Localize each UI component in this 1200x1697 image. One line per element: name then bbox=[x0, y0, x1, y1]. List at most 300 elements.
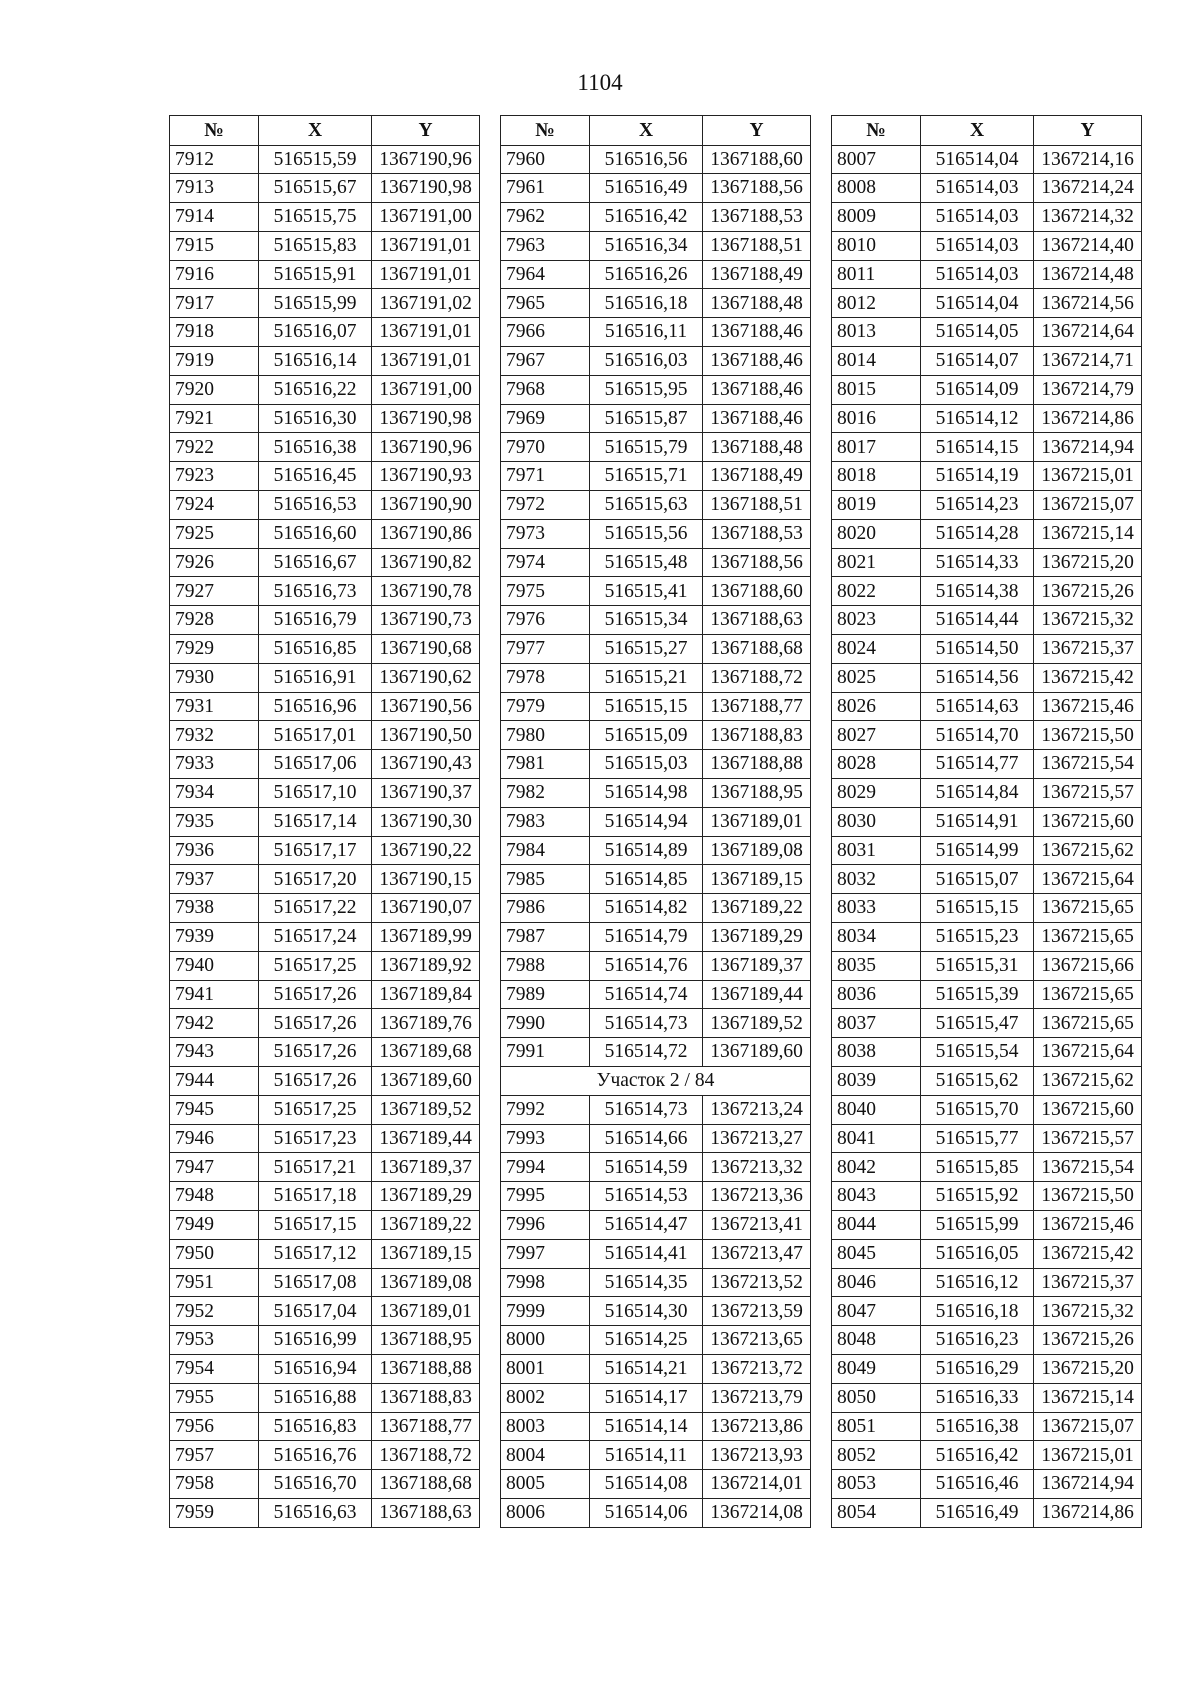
point-number-cell: 8027 bbox=[832, 721, 921, 750]
x-coordinate-cell: 516514,79 bbox=[590, 923, 703, 952]
table-row bbox=[501, 1009, 811, 1038]
point-number-cell: 7983 bbox=[501, 807, 590, 836]
header-x: X bbox=[921, 116, 1034, 146]
table-row bbox=[501, 1441, 811, 1470]
point-number-cell: 7941 bbox=[170, 980, 259, 1009]
table-row bbox=[170, 375, 480, 404]
x-coordinate-cell: 516514,98 bbox=[590, 779, 703, 808]
table-row bbox=[170, 1297, 480, 1326]
x-coordinate-cell: 516516,38 bbox=[259, 433, 372, 462]
y-coordinate-cell: 1367190,68 bbox=[372, 635, 480, 664]
x-coordinate-cell: 516514,76 bbox=[590, 951, 703, 980]
x-coordinate-cell: 516515,56 bbox=[590, 519, 703, 548]
point-number-cell: 8031 bbox=[832, 836, 921, 865]
y-coordinate-cell: 1367214,64 bbox=[1034, 318, 1142, 347]
header-number: № bbox=[501, 116, 590, 146]
x-coordinate-cell: 516514,23 bbox=[921, 491, 1034, 520]
table-row bbox=[170, 1326, 480, 1355]
y-coordinate-cell: 1367214,94 bbox=[1034, 433, 1142, 462]
table-row bbox=[170, 779, 480, 808]
y-coordinate-cell: 1367213,32 bbox=[703, 1153, 811, 1182]
table-row bbox=[832, 1038, 1142, 1067]
table-row bbox=[832, 894, 1142, 923]
coordinate-table bbox=[169, 115, 480, 1528]
y-coordinate-cell: 1367215,07 bbox=[1034, 491, 1142, 520]
point-number-cell: 8051 bbox=[832, 1412, 921, 1441]
table-row bbox=[832, 260, 1142, 289]
table-row bbox=[832, 1354, 1142, 1383]
x-coordinate-cell: 516514,53 bbox=[590, 1182, 703, 1211]
table-row bbox=[170, 663, 480, 692]
point-number-cell: 7990 bbox=[501, 1009, 590, 1038]
point-number-cell: 7924 bbox=[170, 491, 259, 520]
y-coordinate-cell: 1367189,37 bbox=[372, 1153, 480, 1182]
x-coordinate-cell: 516516,18 bbox=[921, 1297, 1034, 1326]
x-coordinate-cell: 516517,18 bbox=[259, 1182, 372, 1211]
table-row bbox=[832, 692, 1142, 721]
x-coordinate-cell: 516514,14 bbox=[590, 1412, 703, 1441]
x-coordinate-cell: 516515,21 bbox=[590, 663, 703, 692]
point-number-cell: 8048 bbox=[832, 1326, 921, 1355]
x-coordinate-cell: 516517,24 bbox=[259, 923, 372, 952]
table-row bbox=[170, 750, 480, 779]
table-row bbox=[501, 721, 811, 750]
x-coordinate-cell: 516516,45 bbox=[259, 462, 372, 491]
y-coordinate-cell: 1367215,65 bbox=[1034, 1009, 1142, 1038]
y-coordinate-cell: 1367214,24 bbox=[1034, 174, 1142, 203]
point-number-cell: 7917 bbox=[170, 289, 259, 318]
y-coordinate-cell: 1367188,95 bbox=[703, 779, 811, 808]
header-y: Y bbox=[1034, 116, 1142, 146]
table-row bbox=[832, 1412, 1142, 1441]
x-coordinate-cell: 516517,23 bbox=[259, 1124, 372, 1153]
table-row bbox=[501, 1239, 811, 1268]
table-row bbox=[832, 577, 1142, 606]
x-coordinate-cell: 516516,96 bbox=[259, 692, 372, 721]
point-number-cell: 8005 bbox=[501, 1470, 590, 1499]
x-coordinate-cell: 516514,11 bbox=[590, 1441, 703, 1470]
point-number-cell: 7964 bbox=[501, 260, 590, 289]
point-number-cell: 7950 bbox=[170, 1239, 259, 1268]
point-number-cell: 8043 bbox=[832, 1182, 921, 1211]
table-row bbox=[501, 433, 811, 462]
table-row bbox=[832, 1383, 1142, 1412]
point-number-cell: 8041 bbox=[832, 1124, 921, 1153]
table-row bbox=[501, 1210, 811, 1239]
table-row bbox=[170, 1182, 480, 1211]
table-row bbox=[501, 980, 811, 1009]
point-number-cell: 7962 bbox=[501, 203, 590, 232]
y-coordinate-cell: 1367214,08 bbox=[703, 1498, 811, 1527]
y-coordinate-cell: 1367213,47 bbox=[703, 1239, 811, 1268]
x-coordinate-cell: 516514,04 bbox=[921, 145, 1034, 174]
point-number-cell: 8029 bbox=[832, 779, 921, 808]
y-coordinate-cell: 1367215,32 bbox=[1034, 606, 1142, 635]
point-number-cell: 7984 bbox=[501, 836, 590, 865]
y-coordinate-cell: 1367213,93 bbox=[703, 1441, 811, 1470]
y-coordinate-cell: 1367190,07 bbox=[372, 894, 480, 923]
y-coordinate-cell: 1367190,82 bbox=[372, 548, 480, 577]
x-coordinate-cell: 516514,70 bbox=[921, 721, 1034, 750]
table-row bbox=[832, 663, 1142, 692]
y-coordinate-cell: 1367215,54 bbox=[1034, 750, 1142, 779]
table-row bbox=[501, 923, 811, 952]
x-coordinate-cell: 516514,91 bbox=[921, 807, 1034, 836]
point-number-cell: 7988 bbox=[501, 951, 590, 980]
y-coordinate-cell: 1367214,86 bbox=[1034, 1498, 1142, 1527]
point-number-cell: 8036 bbox=[832, 980, 921, 1009]
point-number-cell: 7951 bbox=[170, 1268, 259, 1297]
table-row bbox=[170, 462, 480, 491]
x-coordinate-cell: 516516,73 bbox=[259, 577, 372, 606]
x-coordinate-cell: 516514,09 bbox=[921, 375, 1034, 404]
y-coordinate-cell: 1367215,64 bbox=[1034, 1038, 1142, 1067]
point-number-cell: 8016 bbox=[832, 404, 921, 433]
table-row bbox=[501, 462, 811, 491]
y-coordinate-cell: 1367190,22 bbox=[372, 836, 480, 865]
y-coordinate-cell: 1367215,42 bbox=[1034, 1239, 1142, 1268]
point-number-cell: 8024 bbox=[832, 635, 921, 664]
point-number-cell: 7975 bbox=[501, 577, 590, 606]
y-coordinate-cell: 1367214,40 bbox=[1034, 231, 1142, 260]
x-coordinate-cell: 516514,59 bbox=[590, 1153, 703, 1182]
table-row bbox=[170, 980, 480, 1009]
table-row bbox=[832, 923, 1142, 952]
x-coordinate-cell: 516514,44 bbox=[921, 606, 1034, 635]
point-number-cell: 7942 bbox=[170, 1009, 259, 1038]
x-coordinate-cell: 516514,85 bbox=[590, 865, 703, 894]
table-row bbox=[832, 491, 1142, 520]
x-coordinate-cell: 516517,25 bbox=[259, 1095, 372, 1124]
y-coordinate-cell: 1367189,15 bbox=[372, 1239, 480, 1268]
x-coordinate-cell: 516514,17 bbox=[590, 1383, 703, 1412]
y-coordinate-cell: 1367188,51 bbox=[703, 491, 811, 520]
x-coordinate-cell: 516515,91 bbox=[259, 260, 372, 289]
y-coordinate-cell: 1367188,51 bbox=[703, 231, 811, 260]
y-coordinate-cell: 1367213,72 bbox=[703, 1354, 811, 1383]
x-coordinate-cell: 516517,26 bbox=[259, 1067, 372, 1096]
point-number-cell: 7971 bbox=[501, 462, 590, 491]
table-row bbox=[832, 750, 1142, 779]
x-coordinate-cell: 516514,21 bbox=[590, 1354, 703, 1383]
table-row bbox=[501, 951, 811, 980]
point-number-cell: 8039 bbox=[832, 1067, 921, 1096]
x-coordinate-cell: 516516,67 bbox=[259, 548, 372, 577]
point-number-cell: 7919 bbox=[170, 347, 259, 376]
x-coordinate-cell: 516517,08 bbox=[259, 1268, 372, 1297]
y-coordinate-cell: 1367189,60 bbox=[703, 1038, 811, 1067]
table-row bbox=[170, 260, 480, 289]
x-coordinate-cell: 516515,41 bbox=[590, 577, 703, 606]
y-coordinate-cell: 1367190,37 bbox=[372, 779, 480, 808]
x-coordinate-cell: 516516,33 bbox=[921, 1383, 1034, 1412]
y-coordinate-cell: 1367188,46 bbox=[703, 404, 811, 433]
x-coordinate-cell: 516515,47 bbox=[921, 1009, 1034, 1038]
point-number-cell: 8050 bbox=[832, 1383, 921, 1412]
table-row bbox=[170, 606, 480, 635]
y-coordinate-cell: 1367215,60 bbox=[1034, 807, 1142, 836]
section-row bbox=[501, 1067, 811, 1096]
x-coordinate-cell: 516515,99 bbox=[921, 1210, 1034, 1239]
table-row bbox=[501, 1153, 811, 1182]
table-row bbox=[832, 289, 1142, 318]
x-coordinate-cell: 516515,62 bbox=[921, 1067, 1034, 1096]
table-row bbox=[170, 721, 480, 750]
point-number-cell: 8040 bbox=[832, 1095, 921, 1124]
table-row bbox=[170, 951, 480, 980]
x-coordinate-cell: 516515,48 bbox=[590, 548, 703, 577]
point-number-cell: 7955 bbox=[170, 1383, 259, 1412]
table-row bbox=[170, 923, 480, 952]
y-coordinate-cell: 1367190,50 bbox=[372, 721, 480, 750]
x-coordinate-cell: 516514,38 bbox=[921, 577, 1034, 606]
table-row bbox=[832, 1268, 1142, 1297]
table-row bbox=[832, 951, 1142, 980]
x-coordinate-cell: 516515,92 bbox=[921, 1182, 1034, 1211]
x-coordinate-cell: 516517,06 bbox=[259, 750, 372, 779]
point-number-cell: 8006 bbox=[501, 1498, 590, 1527]
point-number-cell: 8010 bbox=[832, 231, 921, 260]
y-coordinate-cell: 1367188,77 bbox=[703, 692, 811, 721]
x-coordinate-cell: 516515,87 bbox=[590, 404, 703, 433]
table-row bbox=[170, 491, 480, 520]
y-coordinate-cell: 1367191,00 bbox=[372, 203, 480, 232]
table-row bbox=[170, 203, 480, 232]
table-row bbox=[170, 145, 480, 174]
x-coordinate-cell: 516514,74 bbox=[590, 980, 703, 1009]
point-number-cell: 7991 bbox=[501, 1038, 590, 1067]
table-row bbox=[501, 1412, 811, 1441]
point-number-cell: 7916 bbox=[170, 260, 259, 289]
point-number-cell: 7989 bbox=[501, 980, 590, 1009]
table-row bbox=[832, 1182, 1142, 1211]
y-coordinate-cell: 1367189,99 bbox=[372, 923, 480, 952]
point-number-cell: 7943 bbox=[170, 1038, 259, 1067]
table-row bbox=[501, 174, 811, 203]
table-row bbox=[832, 606, 1142, 635]
point-number-cell: 8017 bbox=[832, 433, 921, 462]
x-coordinate-cell: 516514,35 bbox=[590, 1268, 703, 1297]
header-number: № bbox=[832, 116, 921, 146]
table-row bbox=[832, 145, 1142, 174]
point-number-cell: 8026 bbox=[832, 692, 921, 721]
x-coordinate-cell: 516517,22 bbox=[259, 894, 372, 923]
point-number-cell: 7944 bbox=[170, 1067, 259, 1096]
x-coordinate-cell: 516516,99 bbox=[259, 1326, 372, 1355]
table-row bbox=[170, 1153, 480, 1182]
x-coordinate-cell: 516514,06 bbox=[590, 1498, 703, 1527]
point-number-cell: 8034 bbox=[832, 923, 921, 952]
table-row bbox=[170, 1268, 480, 1297]
x-coordinate-cell: 516515,07 bbox=[921, 865, 1034, 894]
y-coordinate-cell: 1367188,88 bbox=[372, 1354, 480, 1383]
point-number-cell: 7959 bbox=[170, 1498, 259, 1527]
table-row bbox=[501, 491, 811, 520]
y-coordinate-cell: 1367215,65 bbox=[1034, 980, 1142, 1009]
x-coordinate-cell: 516516,05 bbox=[921, 1239, 1034, 1268]
point-number-cell: 7929 bbox=[170, 635, 259, 664]
point-number-cell: 7936 bbox=[170, 836, 259, 865]
point-number-cell: 7965 bbox=[501, 289, 590, 318]
point-number-cell: 7931 bbox=[170, 692, 259, 721]
x-coordinate-cell: 516514,84 bbox=[921, 779, 1034, 808]
x-coordinate-cell: 516514,15 bbox=[921, 433, 1034, 462]
table-row bbox=[170, 635, 480, 664]
table-row bbox=[832, 721, 1142, 750]
y-coordinate-cell: 1367190,86 bbox=[372, 519, 480, 548]
y-coordinate-cell: 1367214,56 bbox=[1034, 289, 1142, 318]
table-row bbox=[501, 807, 811, 836]
table-row bbox=[501, 260, 811, 289]
point-number-cell: 8013 bbox=[832, 318, 921, 347]
y-coordinate-cell: 1367188,60 bbox=[703, 577, 811, 606]
table-row bbox=[832, 1297, 1142, 1326]
x-coordinate-cell: 516515,39 bbox=[921, 980, 1034, 1009]
x-coordinate-cell: 516515,95 bbox=[590, 375, 703, 404]
x-coordinate-cell: 516515,77 bbox=[921, 1124, 1034, 1153]
point-number-cell: 7932 bbox=[170, 721, 259, 750]
y-coordinate-cell: 1367188,56 bbox=[703, 174, 811, 203]
y-coordinate-cell: 1367214,79 bbox=[1034, 375, 1142, 404]
table-row bbox=[832, 174, 1142, 203]
x-coordinate-cell: 516514,03 bbox=[921, 174, 1034, 203]
y-coordinate-cell: 1367215,26 bbox=[1034, 1326, 1142, 1355]
y-coordinate-cell: 1367189,68 bbox=[372, 1038, 480, 1067]
x-coordinate-cell: 516514,05 bbox=[921, 318, 1034, 347]
point-number-cell: 8000 bbox=[501, 1326, 590, 1355]
y-coordinate-cell: 1367215,60 bbox=[1034, 1095, 1142, 1124]
y-coordinate-cell: 1367190,90 bbox=[372, 491, 480, 520]
x-coordinate-cell: 516516,22 bbox=[259, 375, 372, 404]
point-number-cell: 8001 bbox=[501, 1354, 590, 1383]
x-coordinate-cell: 516516,60 bbox=[259, 519, 372, 548]
point-number-cell: 7958 bbox=[170, 1470, 259, 1499]
table-row bbox=[832, 203, 1142, 232]
x-coordinate-cell: 516516,18 bbox=[590, 289, 703, 318]
point-number-cell: 7952 bbox=[170, 1297, 259, 1326]
point-number-cell: 8044 bbox=[832, 1210, 921, 1239]
x-coordinate-cell: 516514,66 bbox=[590, 1124, 703, 1153]
y-coordinate-cell: 1367215,64 bbox=[1034, 865, 1142, 894]
point-number-cell: 8012 bbox=[832, 289, 921, 318]
x-coordinate-cell: 516517,10 bbox=[259, 779, 372, 808]
point-number-cell: 7996 bbox=[501, 1210, 590, 1239]
table-row bbox=[170, 433, 480, 462]
y-coordinate-cell: 1367188,56 bbox=[703, 548, 811, 577]
x-coordinate-cell: 516514,12 bbox=[921, 404, 1034, 433]
y-coordinate-cell: 1367215,01 bbox=[1034, 1441, 1142, 1470]
point-number-cell: 7998 bbox=[501, 1268, 590, 1297]
x-coordinate-cell: 516515,27 bbox=[590, 635, 703, 664]
point-number-cell: 7953 bbox=[170, 1326, 259, 1355]
x-coordinate-cell: 516517,01 bbox=[259, 721, 372, 750]
point-number-cell: 8035 bbox=[832, 951, 921, 980]
x-coordinate-cell: 516516,03 bbox=[590, 347, 703, 376]
x-coordinate-cell: 516516,11 bbox=[590, 318, 703, 347]
point-number-cell: 7946 bbox=[170, 1124, 259, 1153]
point-number-cell: 7969 bbox=[501, 404, 590, 433]
table-row bbox=[170, 347, 480, 376]
y-coordinate-cell: 1367215,32 bbox=[1034, 1297, 1142, 1326]
table-row bbox=[501, 894, 811, 923]
table-row bbox=[170, 1009, 480, 1038]
y-coordinate-cell: 1367189,08 bbox=[372, 1268, 480, 1297]
table-row bbox=[501, 606, 811, 635]
x-coordinate-cell: 516517,12 bbox=[259, 1239, 372, 1268]
table-row bbox=[832, 462, 1142, 491]
y-coordinate-cell: 1367215,62 bbox=[1034, 1067, 1142, 1096]
table-row bbox=[170, 807, 480, 836]
y-coordinate-cell: 1367215,62 bbox=[1034, 836, 1142, 865]
y-coordinate-cell: 1367213,36 bbox=[703, 1182, 811, 1211]
x-coordinate-cell: 516514,03 bbox=[921, 231, 1034, 260]
table-row bbox=[170, 174, 480, 203]
y-coordinate-cell: 1367213,52 bbox=[703, 1268, 811, 1297]
y-coordinate-cell: 1367215,20 bbox=[1034, 1354, 1142, 1383]
point-number-cell: 7981 bbox=[501, 750, 590, 779]
y-coordinate-cell: 1367189,44 bbox=[703, 980, 811, 1009]
y-coordinate-cell: 1367215,37 bbox=[1034, 635, 1142, 664]
x-coordinate-cell: 516516,88 bbox=[259, 1383, 372, 1412]
y-coordinate-cell: 1367214,32 bbox=[1034, 203, 1142, 232]
x-coordinate-cell: 516516,83 bbox=[259, 1412, 372, 1441]
y-coordinate-cell: 1367189,76 bbox=[372, 1009, 480, 1038]
x-coordinate-cell: 516514,08 bbox=[590, 1470, 703, 1499]
point-number-cell: 7961 bbox=[501, 174, 590, 203]
y-coordinate-cell: 1367188,48 bbox=[703, 289, 811, 318]
x-coordinate-cell: 516516,56 bbox=[590, 145, 703, 174]
y-coordinate-cell: 1367189,29 bbox=[703, 923, 811, 952]
x-coordinate-cell: 516516,42 bbox=[590, 203, 703, 232]
x-coordinate-cell: 516514,72 bbox=[590, 1038, 703, 1067]
x-coordinate-cell: 516516,85 bbox=[259, 635, 372, 664]
x-coordinate-cell: 516514,03 bbox=[921, 260, 1034, 289]
x-coordinate-cell: 516516,49 bbox=[921, 1498, 1034, 1527]
point-number-cell: 7920 bbox=[170, 375, 259, 404]
y-coordinate-cell: 1367190,98 bbox=[372, 174, 480, 203]
y-coordinate-cell: 1367215,66 bbox=[1034, 951, 1142, 980]
y-coordinate-cell: 1367191,01 bbox=[372, 231, 480, 260]
table-row bbox=[501, 1470, 811, 1499]
y-coordinate-cell: 1367190,73 bbox=[372, 606, 480, 635]
point-number-cell: 7987 bbox=[501, 923, 590, 952]
table-row bbox=[832, 548, 1142, 577]
y-coordinate-cell: 1367215,50 bbox=[1034, 721, 1142, 750]
table-row bbox=[501, 836, 811, 865]
point-number-cell: 8022 bbox=[832, 577, 921, 606]
point-number-cell: 7923 bbox=[170, 462, 259, 491]
x-coordinate-cell: 516516,49 bbox=[590, 174, 703, 203]
x-coordinate-cell: 516516,94 bbox=[259, 1354, 372, 1383]
table-row bbox=[832, 836, 1142, 865]
table-header-row bbox=[832, 116, 1142, 146]
point-number-cell: 8053 bbox=[832, 1470, 921, 1499]
x-coordinate-cell: 516515,63 bbox=[590, 491, 703, 520]
table-row bbox=[501, 635, 811, 664]
y-coordinate-cell: 1367213,24 bbox=[703, 1095, 811, 1124]
y-coordinate-cell: 1367190,56 bbox=[372, 692, 480, 721]
table-row bbox=[170, 289, 480, 318]
y-coordinate-cell: 1367214,48 bbox=[1034, 260, 1142, 289]
point-number-cell: 8014 bbox=[832, 347, 921, 376]
point-number-cell: 7982 bbox=[501, 779, 590, 808]
point-number-cell: 7913 bbox=[170, 174, 259, 203]
point-number-cell: 7994 bbox=[501, 1153, 590, 1182]
x-coordinate-cell: 516517,17 bbox=[259, 836, 372, 865]
point-number-cell: 7945 bbox=[170, 1095, 259, 1124]
x-coordinate-cell: 516514,30 bbox=[590, 1297, 703, 1326]
table-row bbox=[170, 1498, 480, 1527]
